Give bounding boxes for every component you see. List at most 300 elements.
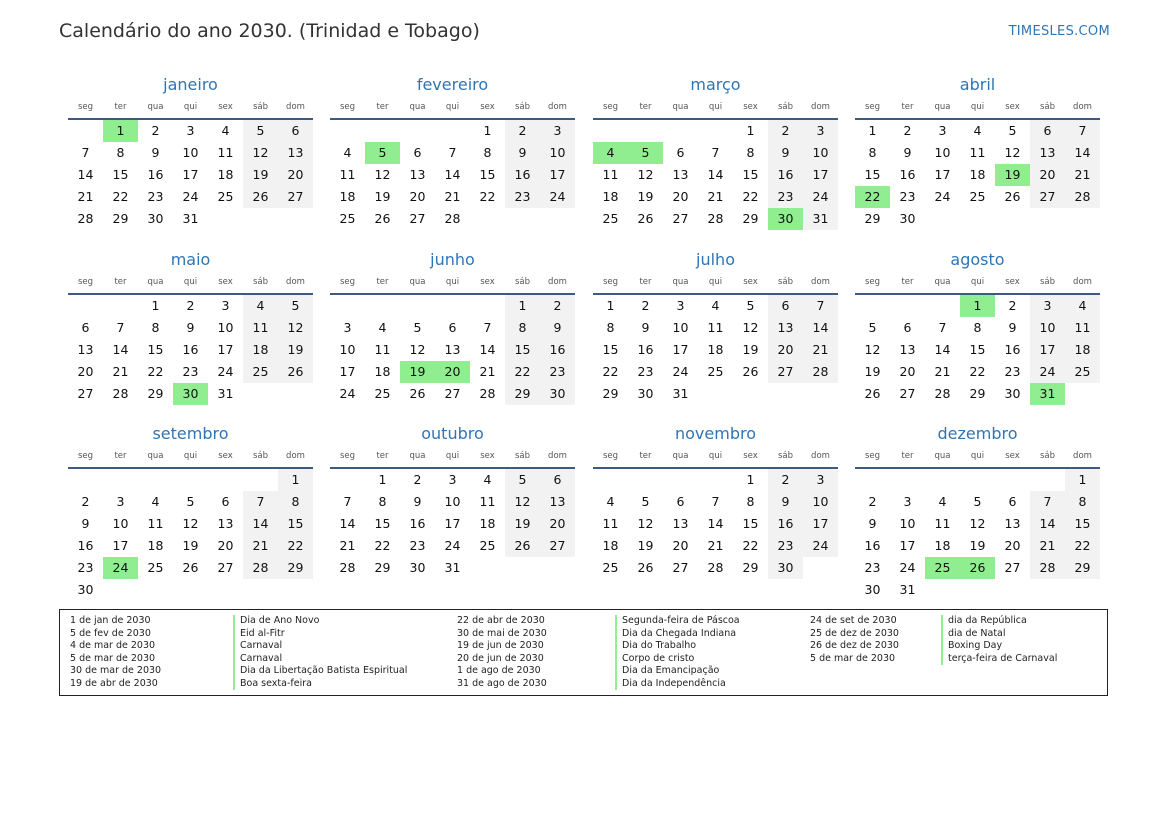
weekday-label: qui	[970, 102, 985, 112]
weekday-label: seg	[339, 102, 356, 112]
day-cell: 3	[343, 320, 352, 335]
day-cell: 9	[641, 320, 650, 335]
weekday-label: qui	[445, 451, 460, 461]
day-cell: 18	[602, 189, 619, 204]
legend-item	[70, 628, 430, 641]
day-cell: 29	[147, 386, 164, 401]
weekend-day-cell: 13	[768, 317, 803, 339]
weekday-label: qui	[183, 102, 198, 112]
weekday-label: qui	[445, 277, 460, 287]
weekday-label: sáb	[777, 102, 794, 112]
weekday-header	[855, 96, 1100, 120]
day-cell: 10	[339, 342, 356, 357]
day-cell: 26	[637, 211, 654, 226]
weekend-day-cell: 26	[243, 186, 278, 208]
day-cell: 3	[938, 123, 947, 138]
legend-item	[70, 653, 430, 666]
week-row	[855, 579, 1100, 601]
weekend-day-cell: 10	[540, 142, 575, 164]
week-row	[68, 317, 313, 339]
holiday-date: 25 de dez de 2030	[810, 627, 899, 639]
weekday-label: dom	[1073, 277, 1092, 287]
day-cell: 20	[217, 538, 234, 553]
day-cell: 15	[742, 516, 759, 531]
day-cell: 2	[868, 494, 877, 509]
weekend-day-cell: 2	[540, 295, 575, 317]
week-row	[330, 535, 575, 557]
weekend-day-cell: 8	[1065, 491, 1100, 513]
weekend-day-cell: 4	[243, 295, 278, 317]
legend-item	[457, 615, 817, 628]
empty-cell	[855, 295, 890, 317]
day-cell: 18	[934, 538, 951, 553]
weekend-day-cell: 17	[803, 513, 838, 535]
weekend-day-cell: 12	[243, 142, 278, 164]
empty-cell	[278, 383, 313, 405]
day-cell: 5	[641, 494, 650, 509]
month-abril	[855, 74, 1100, 230]
day-cell: 24	[217, 364, 234, 379]
day-cell: 2	[903, 123, 912, 138]
weekend-day-cell: 15	[278, 513, 313, 535]
month-junho	[330, 249, 575, 405]
weekend-day-cell: 19	[505, 513, 540, 535]
week-row	[68, 535, 313, 557]
week-row	[593, 317, 838, 339]
day-cell: 13	[672, 516, 689, 531]
empty-cell	[330, 295, 365, 317]
day-cell: 15	[147, 342, 164, 357]
day-cell: 17	[182, 167, 199, 182]
week-row	[330, 164, 575, 186]
weekday-label: sáb	[514, 451, 531, 461]
legend-item	[70, 678, 430, 691]
weekday-label: seg	[864, 102, 881, 112]
empty-cell	[243, 208, 278, 230]
empty-cell	[628, 469, 663, 491]
week-row	[330, 142, 575, 164]
week-row	[593, 120, 838, 142]
day-cell: 25	[217, 189, 234, 204]
holiday-name: Corpo de cristo	[615, 653, 694, 666]
day-cell: 26	[742, 364, 759, 379]
day-cell: 17	[217, 342, 234, 357]
day-cell: 27	[217, 560, 234, 575]
month-name: dezembro	[937, 424, 1018, 443]
holiday-name: Eid al-Fitr	[233, 628, 285, 641]
holiday-date: 5 de fev de 2030	[70, 627, 151, 639]
day-cell: 11	[147, 516, 164, 531]
empty-cell	[435, 295, 470, 317]
day-cell: 29	[864, 211, 881, 226]
day-cell: 27	[899, 386, 916, 401]
empty-cell	[890, 295, 925, 317]
day-cell: 29	[742, 560, 759, 575]
legend-item	[810, 628, 1169, 641]
weekend-day-cell: 23	[540, 361, 575, 383]
day-cell: 11	[602, 167, 619, 182]
weekend-day-cell: 21	[1030, 535, 1065, 557]
weekday-label: sex	[1005, 277, 1020, 287]
day-cell: 5	[186, 494, 195, 509]
weekend-day-cell: 23	[505, 186, 540, 208]
holiday-name: terça-feira de Carnaval	[941, 653, 1057, 666]
day-cell: 21	[934, 364, 951, 379]
day-cell: 26	[864, 386, 881, 401]
day-cell: 19	[637, 189, 654, 204]
weekday-label: qua	[934, 451, 951, 461]
day-cell: 19	[742, 342, 759, 357]
weekend-day-cell: 21	[803, 339, 838, 361]
weekend-day-cell: 19	[278, 339, 313, 361]
legend-item	[810, 615, 1169, 628]
holiday-day-cell: 5	[628, 142, 663, 164]
weekend-day-cell: 10	[1030, 317, 1065, 339]
empty-cell	[1065, 579, 1100, 601]
weekend-day-cell: 7	[1030, 491, 1065, 513]
day-cell: 5	[973, 494, 982, 509]
holiday-date: 22 de abr de 2030	[457, 615, 545, 626]
weekend-day-cell: 28	[1030, 557, 1065, 579]
day-cell: 11	[479, 494, 496, 509]
weekend-day-cell: 17	[803, 164, 838, 186]
weekend-day-cell: 29	[278, 557, 313, 579]
weekday-label: dom	[548, 277, 567, 287]
day-cell: 15	[479, 167, 496, 182]
day-cell: 21	[707, 538, 724, 553]
empty-cell	[365, 120, 400, 142]
week-row	[593, 513, 838, 535]
weekday-label: qui	[970, 277, 985, 287]
day-cell: 23	[77, 560, 94, 575]
day-cell: 8	[151, 320, 160, 335]
weekend-day-cell: 23	[768, 186, 803, 208]
empty-cell	[1065, 383, 1100, 405]
day-cell: 2	[1008, 298, 1017, 313]
day-cell: 4	[378, 320, 387, 335]
day-cell: 4	[151, 494, 160, 509]
day-cell: 13	[899, 342, 916, 357]
day-cell: 27	[672, 211, 689, 226]
day-cell: 2	[186, 298, 195, 313]
day-cell: 27	[444, 386, 461, 401]
day-cell: 15	[374, 516, 391, 531]
week-row	[593, 208, 838, 230]
holiday-name: Dia da Independência	[615, 678, 726, 691]
weekend-day-cell: 2	[768, 469, 803, 491]
day-cell: 25	[147, 560, 164, 575]
day-cell: 7	[116, 320, 125, 335]
weekend-day-cell: 20	[540, 513, 575, 535]
day-cell: 28	[77, 211, 94, 226]
day-cell: 6	[903, 320, 912, 335]
day-cell: 22	[602, 364, 619, 379]
page-title: Calendário do ano 2030. (Trinidad e Tobago)	[59, 20, 480, 42]
day-cell: 12	[742, 320, 759, 335]
weekend-day-cell: 6	[540, 469, 575, 491]
weekend-day-cell: 27	[768, 361, 803, 383]
week-row	[593, 535, 838, 557]
weekday-label: dom	[548, 451, 567, 461]
weekend-day-cell: 27	[540, 535, 575, 557]
holiday-day-cell: 30	[768, 208, 803, 230]
month-maio	[68, 249, 313, 405]
weekday-label: ter	[901, 451, 914, 461]
weekday-label: seg	[602, 102, 619, 112]
day-cell: 28	[934, 386, 951, 401]
weekend-day-cell: 6	[1030, 120, 1065, 142]
day-cell: 31	[217, 386, 234, 401]
weekend-day-cell: 23	[768, 535, 803, 557]
weekday-label: dom	[286, 102, 305, 112]
weekday-label: seg	[602, 451, 619, 461]
day-cell: 29	[602, 386, 619, 401]
empty-cell	[698, 120, 733, 142]
legend-column	[457, 615, 817, 690]
empty-cell	[208, 579, 243, 601]
day-cell: 2	[81, 494, 90, 509]
day-cell: 24	[444, 538, 461, 553]
weekend-day-cell: 15	[1065, 513, 1100, 535]
day-cell: 7	[938, 320, 947, 335]
month-janeiro	[68, 74, 313, 230]
day-cell: 26	[637, 560, 654, 575]
empty-cell	[663, 469, 698, 491]
day-cell: 11	[969, 145, 986, 160]
month-name: março	[690, 75, 741, 94]
weekday-header	[68, 445, 313, 469]
weekday-label: dom	[286, 277, 305, 287]
holiday-date: 4 de mar de 2030	[70, 640, 156, 651]
weekend-day-cell: 16	[768, 164, 803, 186]
day-cell: 27	[77, 386, 94, 401]
weekend-day-cell: 13	[278, 142, 313, 164]
week-row	[855, 208, 1100, 230]
weekday-label: ter	[639, 102, 652, 112]
day-cell: 3	[186, 123, 195, 138]
day-cell: 21	[479, 364, 496, 379]
empty-cell	[890, 469, 925, 491]
empty-cell	[330, 469, 365, 491]
day-cell: 12	[1004, 145, 1021, 160]
day-cell: 12	[864, 342, 881, 357]
day-cell: 17	[672, 342, 689, 357]
day-cell: 30	[1004, 386, 1021, 401]
day-cell: 7	[483, 320, 492, 335]
holiday-name: Segunda-feira de Páscoa	[615, 615, 740, 628]
day-cell: 27	[1004, 560, 1021, 575]
empty-cell	[663, 120, 698, 142]
week-row	[855, 383, 1100, 405]
day-cell: 22	[147, 364, 164, 379]
week-row	[855, 513, 1100, 535]
holiday-date: 19 de abr de 2030	[70, 677, 158, 689]
week-row	[855, 535, 1100, 557]
weekday-label: seg	[77, 451, 94, 461]
empty-cell	[278, 208, 313, 230]
day-cell: 5	[413, 320, 422, 335]
empty-cell	[540, 208, 575, 230]
week-row	[68, 579, 313, 601]
day-cell: 8	[868, 145, 877, 160]
weekday-label: ter	[114, 277, 127, 287]
day-cell: 8	[746, 145, 755, 160]
week-row	[68, 469, 313, 491]
weekday-label: qua	[934, 277, 951, 287]
weekday-label: qua	[147, 277, 164, 287]
holiday-day-cell: 31	[1030, 383, 1065, 405]
day-cell: 7	[711, 145, 720, 160]
day-cell: 12	[182, 516, 199, 531]
day-cell: 2	[413, 472, 422, 487]
day-cell: 14	[707, 167, 724, 182]
day-cell: 17	[444, 516, 461, 531]
legend-item	[70, 665, 430, 678]
weekend-day-cell: 28	[803, 361, 838, 383]
holiday-name: Dia de Ano Novo	[233, 615, 319, 628]
legend-column	[70, 615, 430, 690]
day-cell: 3	[448, 472, 457, 487]
weekday-label: sáb	[514, 102, 531, 112]
day-cell: 8	[606, 320, 615, 335]
weekday-label: dom	[286, 451, 305, 461]
weekday-label: ter	[376, 277, 389, 287]
empty-cell	[173, 469, 208, 491]
empty-cell	[925, 295, 960, 317]
day-cell: 13	[77, 342, 94, 357]
day-cell: 22	[374, 538, 391, 553]
weekend-day-cell: 19	[243, 164, 278, 186]
week-row	[68, 557, 313, 579]
holiday-name: Dia da Libertação Batista Espiritual	[233, 665, 407, 678]
weekday-label: dom	[1073, 102, 1092, 112]
holiday-day-cell: 1	[960, 295, 995, 317]
day-cell: 10	[934, 145, 951, 160]
week-row	[593, 469, 838, 491]
weekend-day-cell: 26	[278, 361, 313, 383]
weekend-day-cell: 8	[505, 317, 540, 339]
weekend-day-cell: 5	[505, 469, 540, 491]
day-cell: 14	[707, 516, 724, 531]
weekend-day-cell: 12	[505, 491, 540, 513]
month-name: setembro	[152, 424, 229, 443]
day-cell: 21	[77, 189, 94, 204]
weekday-label: sáb	[252, 451, 269, 461]
weekend-day-cell: 11	[243, 317, 278, 339]
day-cell: 7	[343, 494, 352, 509]
empty-cell	[960, 469, 995, 491]
day-cell: 5	[746, 298, 755, 313]
weekend-day-cell: 30	[540, 383, 575, 405]
holiday-day-cell: 30	[173, 383, 208, 405]
day-cell: 20	[77, 364, 94, 379]
day-cell: 12	[969, 516, 986, 531]
weekend-day-cell: 14	[243, 513, 278, 535]
day-cell: 8	[973, 320, 982, 335]
month-outubro	[330, 423, 575, 579]
weekend-day-cell: 25	[1065, 361, 1100, 383]
weekend-day-cell: 4	[1065, 295, 1100, 317]
holiday-day-cell: 1	[103, 120, 138, 142]
legend-item	[457, 640, 817, 653]
week-row	[68, 295, 313, 317]
weekend-day-cell: 30	[768, 557, 803, 579]
day-cell: 4	[973, 123, 982, 138]
holiday-day-cell: 26	[960, 557, 995, 579]
weekday-label: sex	[218, 102, 233, 112]
day-cell: 17	[339, 364, 356, 379]
weekend-day-cell: 22	[278, 535, 313, 557]
empty-cell	[925, 208, 960, 230]
holiday-name: Dia da Emancipação	[615, 665, 719, 678]
weekday-label: dom	[811, 277, 830, 287]
legend-item	[70, 640, 430, 653]
day-cell: 28	[339, 560, 356, 575]
holiday-day-cell: 24	[103, 557, 138, 579]
weekday-header	[68, 96, 313, 120]
day-cell: 12	[637, 516, 654, 531]
day-cell: 10	[444, 494, 461, 509]
holiday-date: 20 de jun de 2030	[457, 652, 544, 664]
day-cell: 4	[343, 145, 352, 160]
week-row	[330, 383, 575, 405]
week-row	[68, 186, 313, 208]
weekend-day-cell: 12	[278, 317, 313, 339]
weekday-label: seg	[602, 277, 619, 287]
empty-cell	[138, 469, 173, 491]
day-cell: 24	[934, 189, 951, 204]
day-cell: 11	[374, 342, 391, 357]
day-cell: 19	[969, 538, 986, 553]
day-cell: 5	[868, 320, 877, 335]
week-row	[593, 164, 838, 186]
week-row	[330, 361, 575, 383]
day-cell: 23	[637, 364, 654, 379]
day-cell: 15	[742, 167, 759, 182]
weekend-day-cell: 17	[540, 164, 575, 186]
month-name: outubro	[421, 424, 484, 443]
empty-cell	[68, 469, 103, 491]
empty-cell	[470, 208, 505, 230]
day-cell: 3	[221, 298, 230, 313]
day-cell: 22	[969, 364, 986, 379]
day-cell: 28	[707, 211, 724, 226]
day-cell: 13	[444, 342, 461, 357]
day-cell: 10	[217, 320, 234, 335]
day-cell: 18	[707, 342, 724, 357]
weekend-day-cell: 9	[505, 142, 540, 164]
day-cell: 30	[77, 582, 94, 597]
empty-cell	[505, 208, 540, 230]
empty-cell	[803, 557, 838, 579]
day-cell: 13	[217, 516, 234, 531]
weekend-day-cell: 16	[505, 164, 540, 186]
day-cell: 22	[742, 189, 759, 204]
day-cell: 24	[899, 560, 916, 575]
holiday-day-cell: 19	[400, 361, 435, 383]
day-cell: 6	[413, 145, 422, 160]
empty-cell	[1065, 208, 1100, 230]
day-cell: 29	[742, 211, 759, 226]
brand-link[interactable]: TIMESLES.COM	[1008, 24, 1110, 39]
weekday-header	[68, 271, 313, 295]
holiday-day-cell: 4	[593, 142, 628, 164]
weekend-day-cell: 21	[243, 535, 278, 557]
day-cell: 2	[641, 298, 650, 313]
day-cell: 23	[1004, 364, 1021, 379]
day-cell: 25	[969, 189, 986, 204]
day-cell: 1	[606, 298, 615, 313]
